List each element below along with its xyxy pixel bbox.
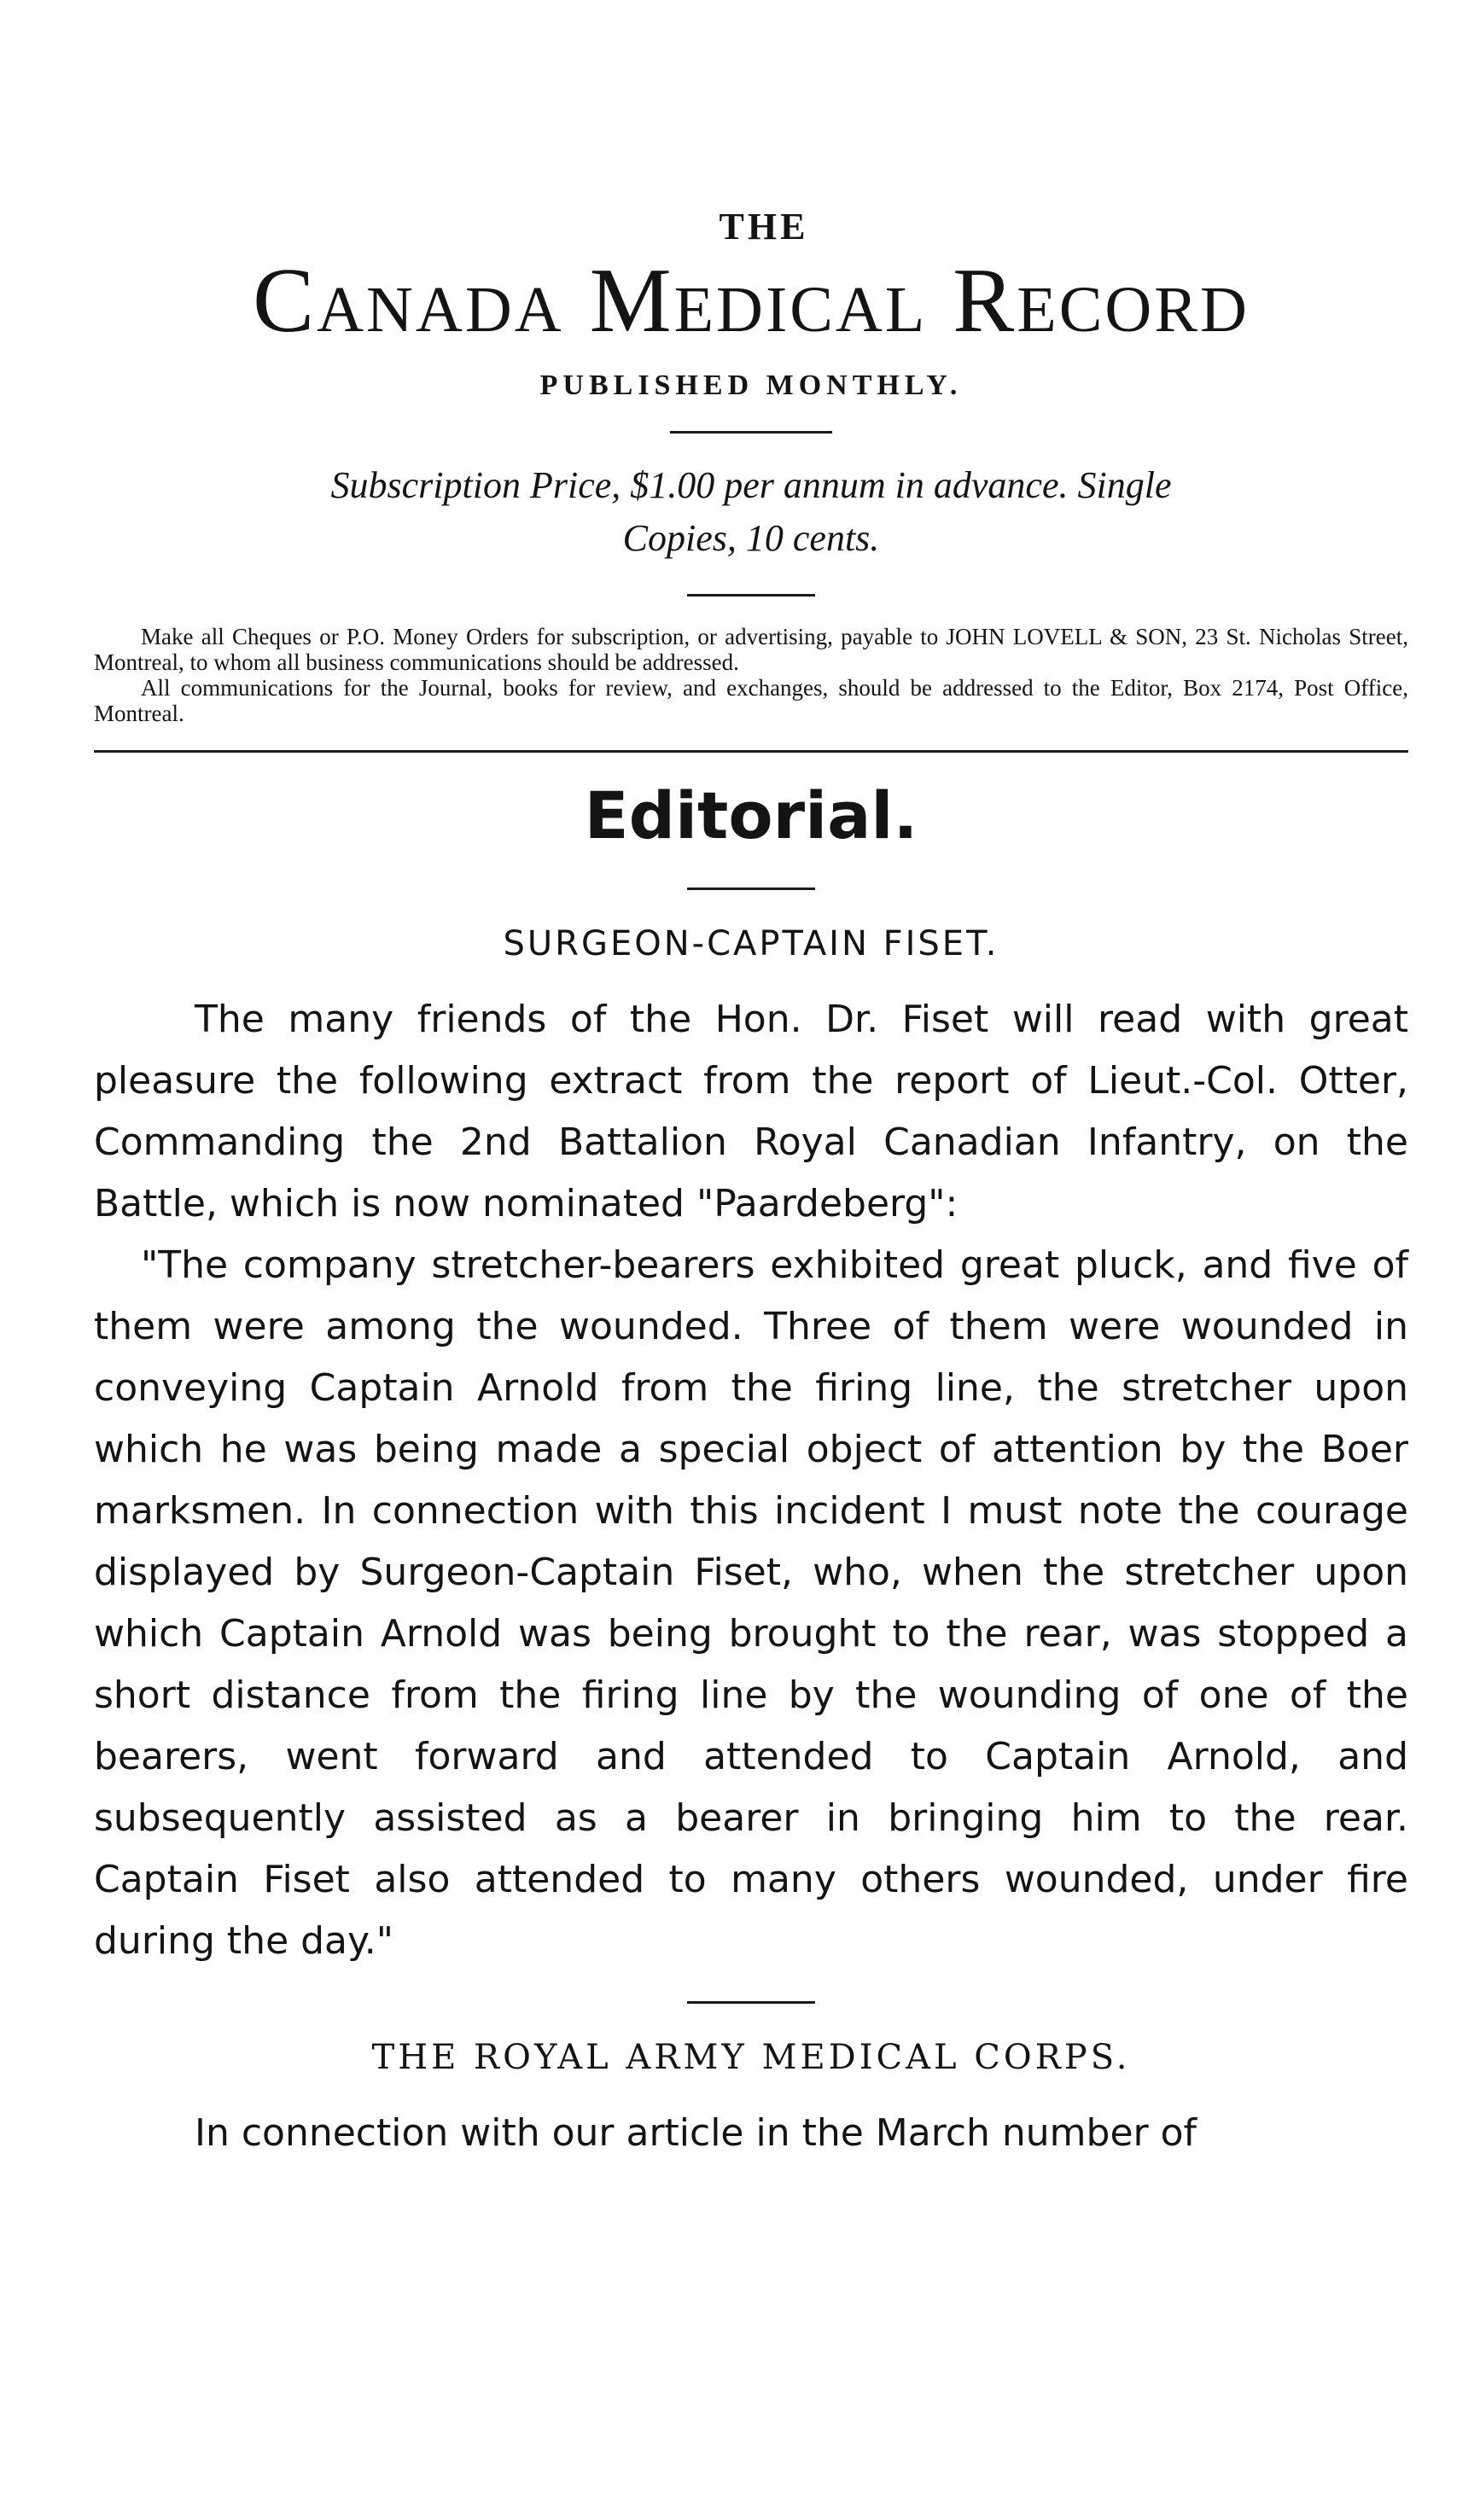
divider-rule bbox=[687, 594, 815, 597]
divider-rule bbox=[687, 2001, 815, 2004]
subscription-line-1: Subscription Price, $1.00 per annum in advance. Single bbox=[330, 464, 1172, 506]
full-width-rule bbox=[94, 750, 1408, 753]
payment-notice: Make all Cheques or P.O. Money Orders for subscription, or advertising, payable to JOHN LOVELL & SON, 23 St. Nicholas Street, Montreal, to whom all business communications should be addressed. bbox=[94, 624, 1408, 675]
section-heading: Editorial. bbox=[584, 777, 918, 853]
divider-rule bbox=[670, 431, 832, 434]
article-body bbox=[94, 2103, 1408, 2164]
divider-rule bbox=[687, 888, 815, 890]
editor-address-notice: All communications for the Journal, books for review, and exchanges, should be addressed to the Editor, Box 2174, Post Office, Montreal. bbox=[94, 675, 1408, 726]
subscription-line-2: Copies, 10 cents. bbox=[622, 517, 880, 559]
journal-title: Canada Medical Record bbox=[253, 250, 1250, 352]
article-paragraph: In connection with our article in the March number of bbox=[195, 2111, 1197, 2155]
article-quote: "The company stretcher-bearers exhibited great pluck, and five of them were among the wounded. Three of them were wounded in conveying Captain Arnold from the firing line, the stretcher upon which he was being made a special object of attention by the Boer marksmen. In connection with this incident I must note the courage displayed by Surgeon-Captain Fiset, who, when the stretcher upon which Captain Arnold was being brought to the rear, was stopped a short distance from the firing line by the wounding of one of the bearers, went forward and attended to Captain Arnold, and subsequently assisted as a bearer in bringing him to the rear. Captain Fiset also attended to many others wounded, under fire during the day." bbox=[94, 1243, 1408, 1963]
article-body bbox=[94, 989, 1408, 1972]
article-paragraph: The many friends of the Hon. Dr. Fiset will read with great pleasure the following extract from the report of Lieut.-Col. Otter, Commanding the 2nd Battalion Royal Canadian Infantry, on the Battle, which is now nominated "Paardeberg": bbox=[94, 998, 1408, 1225]
article-title: THE ROYAL ARMY MEDICAL CORPS. bbox=[371, 2038, 1131, 2077]
publication-frequency: PUBLISHED MONTHLY. bbox=[539, 370, 963, 401]
article-title: SURGEON-CAPTAIN FISET. bbox=[503, 924, 999, 963]
subscription-info bbox=[94, 459, 1408, 565]
masthead-the: THE bbox=[719, 206, 809, 247]
publisher-notice bbox=[94, 624, 1408, 726]
journal-page bbox=[94, 205, 1408, 2164]
